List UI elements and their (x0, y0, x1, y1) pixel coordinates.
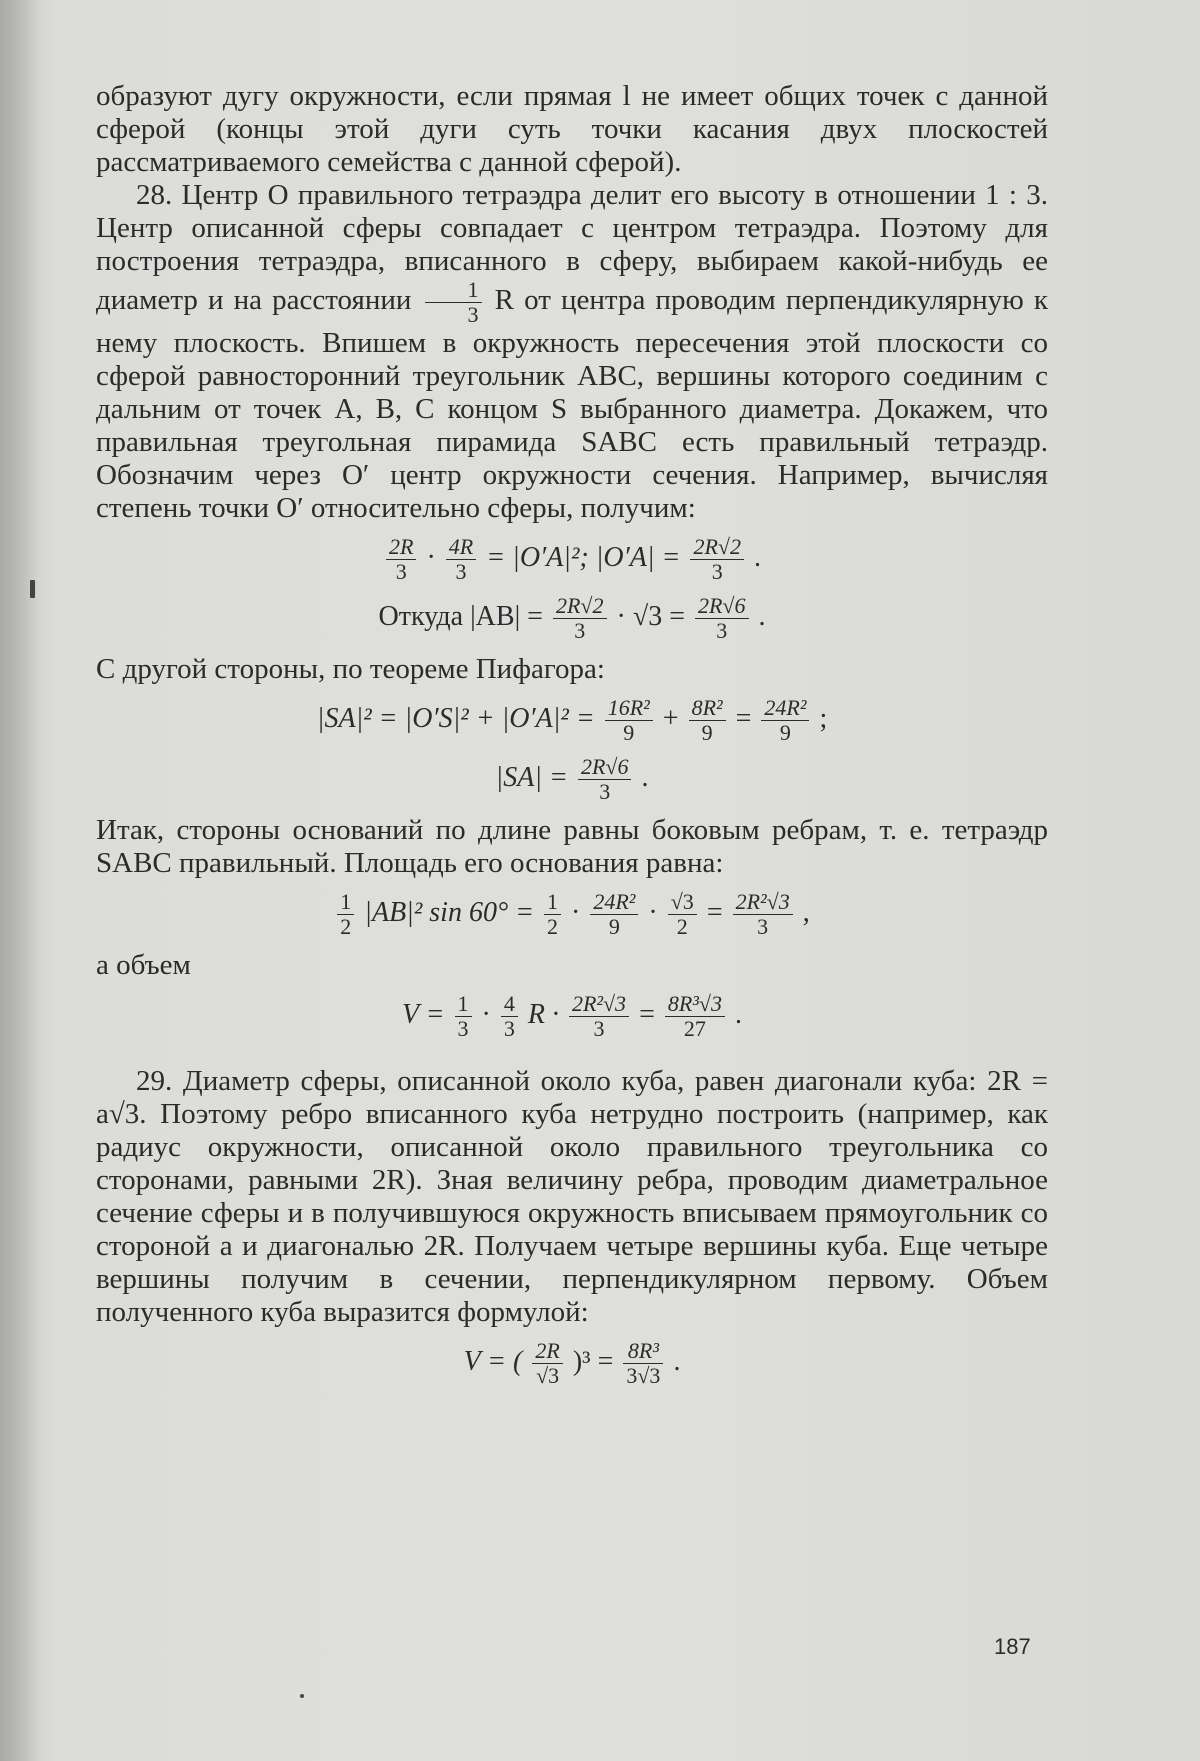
equation-7: V = ( $\frac{2R}{√3}$ )³ = $\frac{\text{8R³}}{3√3}$ . (463, 1338, 681, 1388)
inline-fraction: $\frac{1}{3}$ (425, 278, 482, 327)
print-speck (300, 1694, 304, 1698)
paragraph-volume: а объем (96, 949, 191, 981)
equation-5: $\frac{1}{2}$ |AB|² sin 60° = $\frac{1}{2}$ · $\frac{\text{24R²}}{9}$ · $\frac{√3}{2}$ = $\frac{\text{2R²√3}}{3}$ , (96, 890, 1048, 939)
paragraph-28 (96, 179, 1048, 525)
paragraph-conclusion: Итак, стороны оснований по длине равны боковым ребрам, т. е. тетраэдр SABC правильный. Площадь его основания равна: (96, 814, 1048, 879)
paragraph-28-part-b: R от центра проводим перпендикулярную к нему плоскость. Впишем в окружность пересечения этой плоскости со сферой равносторонний треугольник ABC, вершины которого соединим с дальним от точек A, B, C концом S выбранного диаметра. Докажем, что правильная треугольная пирамида SABC есть правильный тетраэдр. Обозначим через O′ центр окружности сечения. Например, вычисляя степень точки O′ относительно сферы, получим: (96, 284, 1049, 524)
page-number: 187 (994, 1634, 1031, 1659)
equation-2: Откуда |AB| = $\frac{2R√2}{3}$ · √3 = $\frac{2R√6}{3}$ . (378, 593, 766, 643)
paragraph-1: образуют дугу окружности, если прямая l не имеет общих точек с данной сферой (концы этой дуги суть точки касания двух плоскостей рассматриваемого семейства с данной сферой). (96, 80, 1048, 178)
equation-6: V = $\frac{1}{3}$ · $\frac{4}{3}$ R · $\frac{\text{2R²√3}}{3}$ = $\frac{\text{8R³√3}}{27}$ . (402, 991, 742, 1041)
equation-1: $\frac{2R}{3}$ · $\frac{4R}{3}$ = |O′A|²; |O′A| = $\frac{2R√2}{3}$ . (96, 535, 1048, 584)
page-edge-shadow (0, 0, 40, 1761)
paragraph-28-part-a: 28. Центр O правильного тетраэдра делит его высоту в отношении 1 : 3. Центр описанной сферы совпадает с центром тетраэдра. Поэтому для построения тетраэдра, вписанного в сферу, выбираем какой-нибудь ее диаметр и на расстоянии (96, 179, 1048, 317)
paragraph-pythagoras: С другой стороны, по теореме Пифагора: (96, 653, 605, 685)
margin-mark (30, 580, 35, 598)
paragraph-29: 29. Диаметр сферы, описанной около куба, равен диагонали куба: 2R = a√3. Поэтому ребро вписанного куба нетрудно построить (например, как радиус окружности, описанной около правильного треугольника со сторонами, равными 2R). Зная величину ребра, проводим диаметральное сечение сферы и в получившуюся окружность вписываем прямоугольник со стороной a и диагональю 2R. Получаем четыре вершины куба. Еще четыре вершины получим в сечении, перпендикулярном первому. Объем полученного куба выразится формулой: (96, 1065, 1048, 1328)
equation-3: |SA|² = |O′S|² + |O′A|² = $\frac{\text{16R²}}{9}$ + $\frac{\text{8R²}}{9}$ = $\frac{\text{24R²}}{9}$ ; (316, 695, 828, 745)
page-content (96, 80, 1048, 1398)
equation-4: |SA| = $\frac{2R√6}{3}$ . (495, 754, 649, 804)
